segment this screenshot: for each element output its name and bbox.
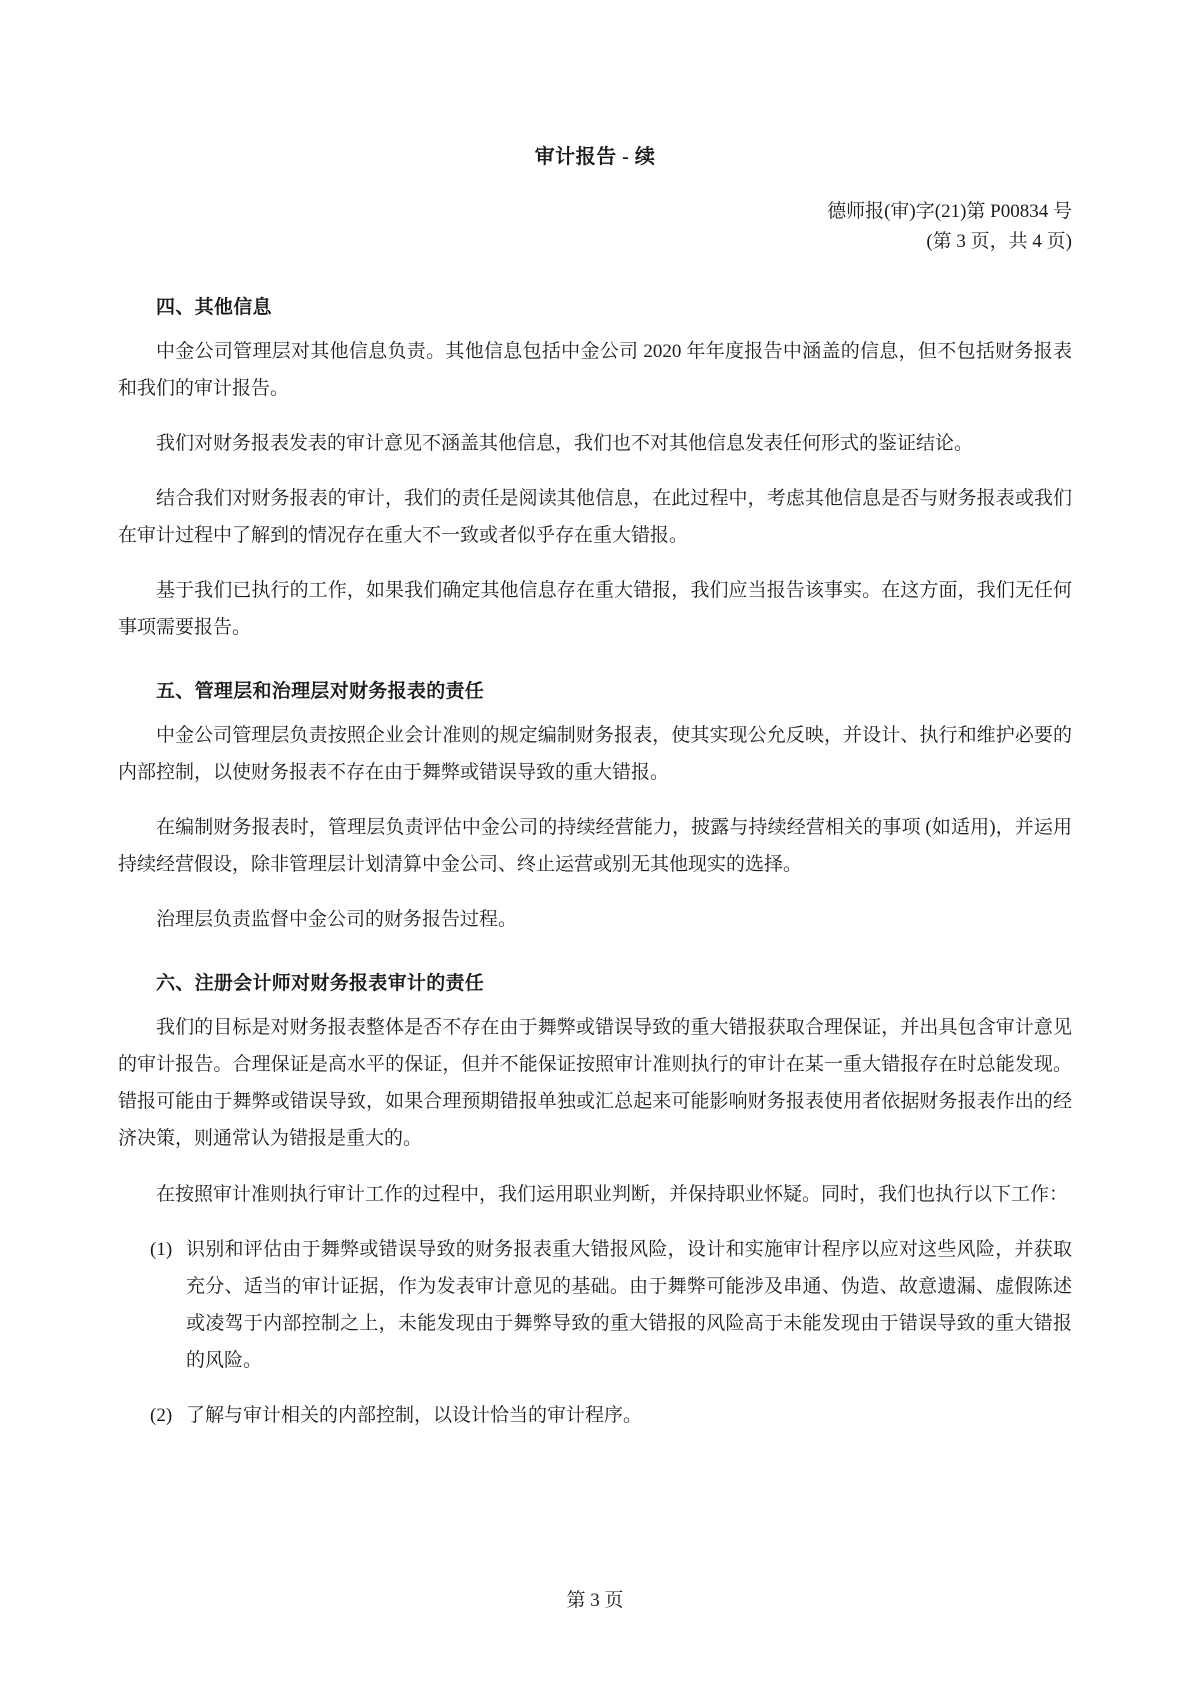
section-4-paragraph-1: 中金公司管理层对其他信息负责。其他信息包括中金公司 2020 年年度报告中涵盖的信息，但不包括财务报表和我们的审计报告。: [118, 340, 1072, 399]
page-title-main: 审计报告: [534, 146, 617, 168]
section-heading-6: 六、注册会计师对财务报表审计的责任: [156, 973, 485, 995]
section-4-paragraph-4: 基于我们已执行的工作，如果我们确定其他信息存在重大错报，我们应当报告该事实。在这方面，我们无任何事项需要报告。: [118, 580, 1072, 639]
responsibilities-list: [118, 1231, 1072, 1434]
section-5-paragraph-2: 在编制财务报表时，管理层负责评估中金公司的持续经营能力，披露与持续经营相关的事项 (如适用)，并运用持续经营假设，除非管理层计划清算中金公司、终止运营或别无其他现实的选择。: [118, 817, 1072, 876]
section-4-paragraph-3: 结合我们对财务报表的审计，我们的责任是阅读其他信息，在此过程中，考虑其他信息是否与财务报表或我们在审计过程中了解到的情况存在重大不一致或者似乎存在重大错报。: [118, 487, 1072, 546]
section-6-paragraph-1: 我们的目标是对财务报表整体是否不存在由于舞弊或错误导致的重大错报获取合理保证，并出具包含审计意见的审计报告。合理保证是高水平的保证，但并不能保证按照审计准则执行的审计在某一重大错报存在时总能发现。错报可能由于舞弊或错误导致，如果合理预期错报单独或汇总起来可能影响财务报表使用者依据财务报表作出的经济决策，则通常认为错报是重大的。: [118, 1017, 1072, 1150]
page-title-suffix: - 续: [622, 146, 656, 168]
section-5-paragraph-1: 中金公司管理层负责按照企业会计准则的规定编制财务报表，使其实现公允反映，并设计、执行和维护必要的内部控制，以使财务报表不存在由于舞弊或错误导致的重大错报。: [118, 725, 1072, 784]
section-5-paragraph-3: 治理层负责监督中金公司的财务报告过程。: [156, 909, 518, 931]
page-indicator: (第 3 页，共 4 页): [926, 231, 1072, 253]
report-reference: [118, 197, 1072, 258]
list-item-marker: (1): [150, 1238, 173, 1260]
list-item: [118, 1231, 1072, 1379]
section-heading-4: 四、其他信息: [156, 296, 272, 318]
list-item-text: 识别和评估由于舞弊或错误导致的财务报表重大错报风险，设计和实施审计程序以应对这些风险，并获取充分、适当的审计证据，作为发表审计意见的基础。由于舞弊可能涉及串通、伪造、故意遗漏、虚假陈述或凌驾于内部控制之上，未能发现由于舞弊导致的重大错报的风险高于未能发现由于错误导致的重大错报的风险。: [186, 1238, 1072, 1371]
page-footer: 第 3 页: [566, 1590, 624, 1611]
report-number: 德师报(审)字(21)第 P00834 号: [827, 201, 1072, 222]
list-item-text: 了解与审计相关的内部控制，以设计恰当的审计程序。: [186, 1404, 643, 1426]
page-title: [118, 140, 1072, 169]
section-6-paragraph-2: 在按照审计准则执行审计工作的过程中，我们运用职业判断，并保持职业怀疑。同时，我们也执行以下工作：: [156, 1183, 1069, 1205]
section-4-paragraph-2: 我们对财务报表发表的审计意见不涵盖其他信息，我们也不对其他信息发表任何形式的鉴证结论。: [156, 432, 974, 454]
section-heading-5: 五、管理层和治理层对财务报表的责任: [156, 681, 485, 703]
list-item: [118, 1397, 1072, 1434]
list-item-marker: (2): [150, 1404, 173, 1426]
